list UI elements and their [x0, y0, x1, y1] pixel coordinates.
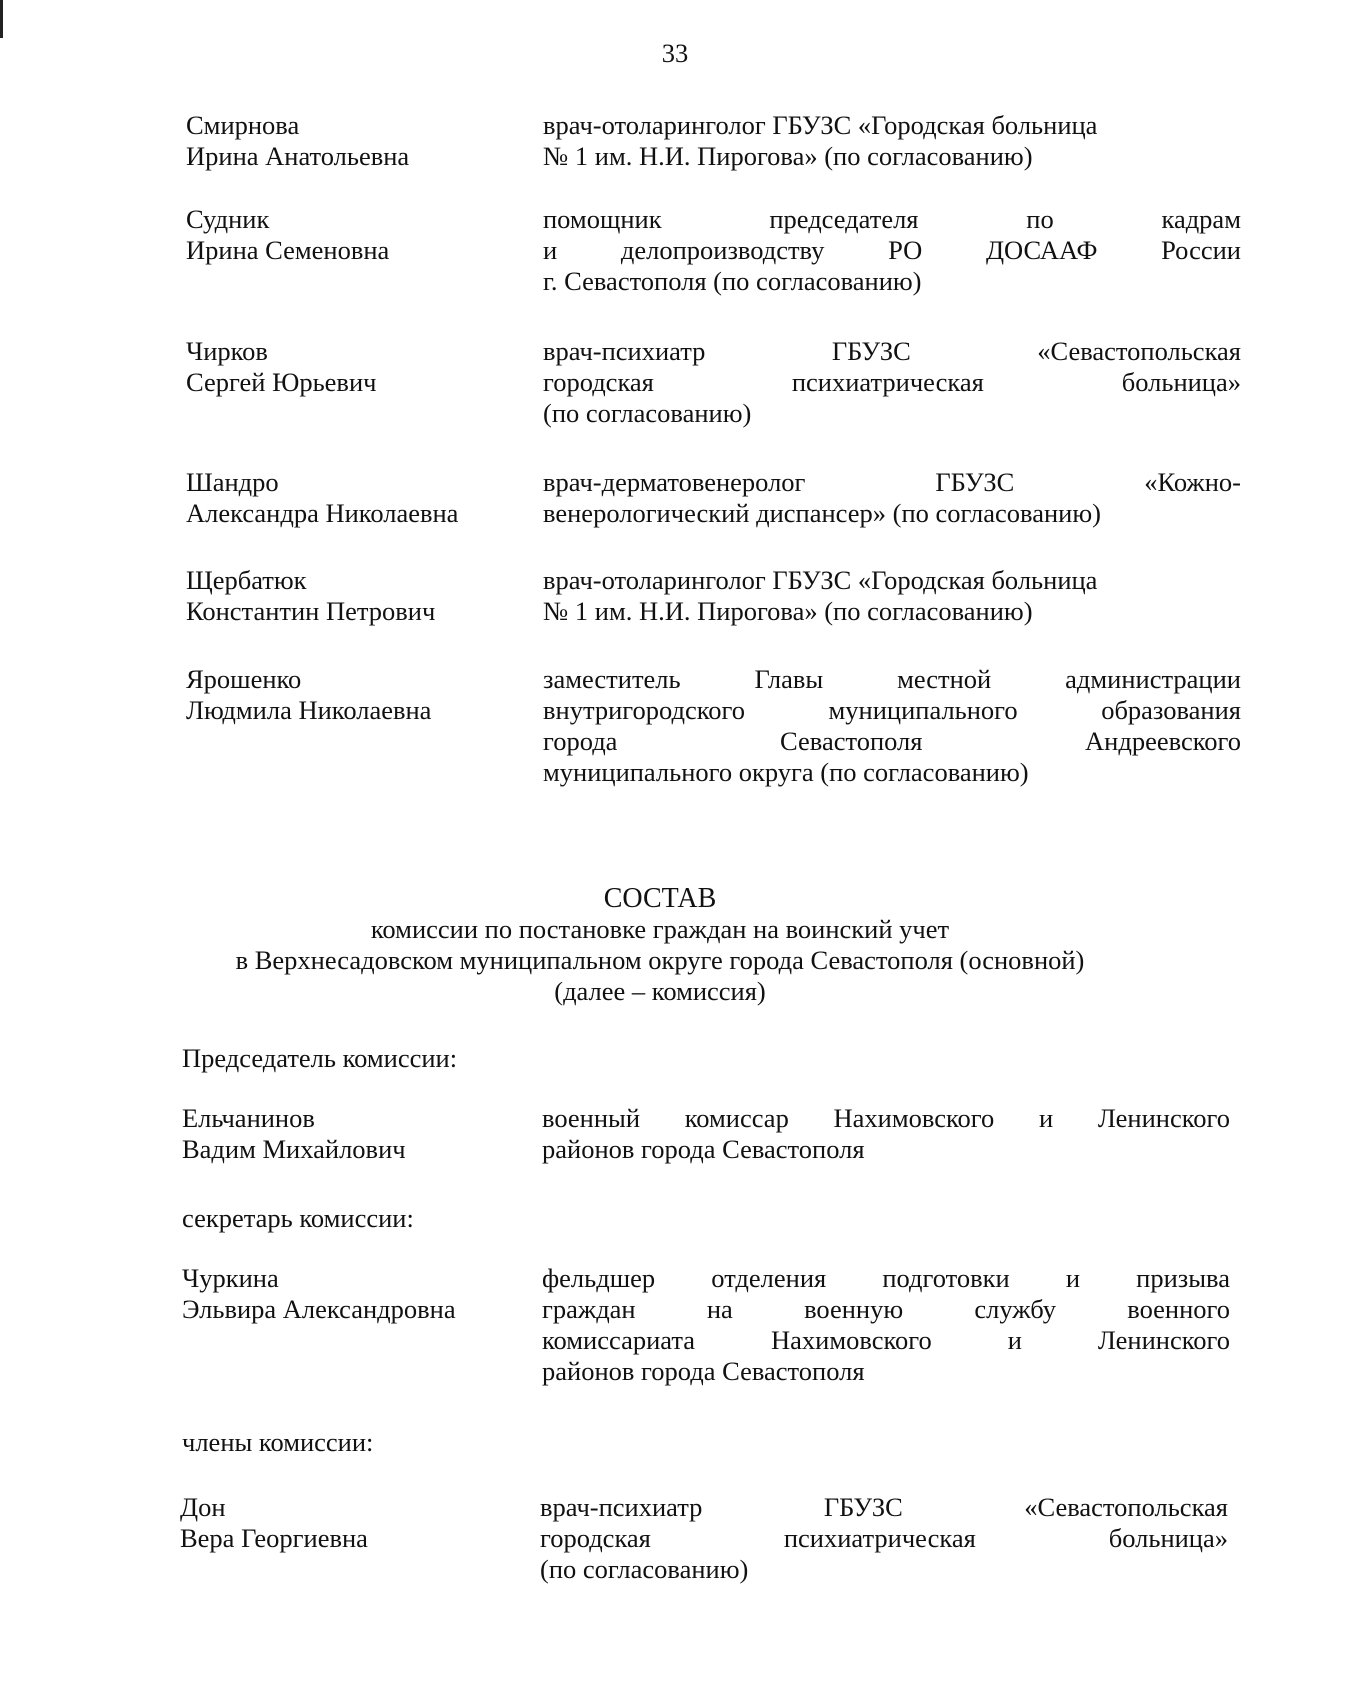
role-word: ГБУЗС — [823, 1492, 903, 1522]
member-surname: Чирков — [186, 336, 268, 366]
composition-subtitle-line: (далее – комиссия) — [554, 976, 766, 1006]
composition-subtitle-line: комиссии по постановке граждан на воинский учет — [370, 914, 950, 944]
role-word: «Севастопольская — [1037, 336, 1241, 366]
role-word: призыва — [1136, 1263, 1230, 1293]
member-surname: Судник — [186, 204, 270, 234]
role-line — [543, 235, 1241, 266]
role-line: (по согласованию) — [543, 398, 752, 428]
role-line — [542, 1294, 1230, 1325]
role-line: врач-отоларинголог ГБУЗС «Городская больница — [543, 565, 1098, 595]
member-role — [543, 467, 1241, 529]
role-word: комиссар — [684, 1103, 789, 1133]
role-line — [543, 204, 1241, 235]
role-word: и — [1065, 1263, 1080, 1293]
member-given-name: Ирина Семеновна — [186, 235, 390, 265]
member-surname: Дон — [180, 1492, 226, 1522]
role-word: «Кожно- — [1144, 467, 1241, 497]
chair-label: Председатель комиссии: — [182, 1043, 458, 1073]
role-line: № 1 им. Н.И. Пирогова» (по согласованию) — [543, 141, 1033, 171]
member-given-name: Вера Георгиевна — [180, 1523, 368, 1553]
role-line — [542, 1325, 1230, 1356]
member-surname: Ярошенко — [186, 664, 302, 694]
member-name — [186, 664, 516, 726]
members-label: члены комиссии: — [182, 1427, 374, 1457]
role-line: г. Севастополя (по согласованию) — [543, 266, 922, 296]
role-word: военного — [1127, 1294, 1230, 1324]
role-line — [543, 664, 1241, 695]
member-given-name: Константин Петрович — [186, 596, 436, 626]
role-line — [543, 726, 1241, 757]
role-word: граждан — [542, 1294, 636, 1324]
role-word: Ленинского — [1097, 1103, 1230, 1133]
member-name — [186, 467, 516, 529]
role-line: № 1 им. Н.И. Пирогова» (по согласованию) — [543, 596, 1033, 626]
composition-heading — [160, 883, 1160, 1007]
role-line — [540, 1492, 1228, 1523]
role-line — [542, 1263, 1230, 1294]
role-word: Нахимовского — [771, 1325, 932, 1355]
composition-subtitle-line: в Верхнесадовском муниципальном округе города Севастополя (основной) — [235, 945, 1085, 975]
member-surname: Шандро — [186, 467, 279, 497]
member-name — [180, 1492, 510, 1554]
role-word: Ленинского — [1097, 1325, 1230, 1355]
member-surname: Чуркина — [182, 1263, 279, 1293]
role-line — [543, 336, 1241, 367]
role-word: заместитель — [543, 664, 681, 694]
member-surname: Ельчанинов — [182, 1103, 315, 1133]
composition-title: СОСТАВ — [603, 883, 717, 914]
role-word: военную — [804, 1294, 904, 1324]
role-word: психиатрическая — [783, 1523, 976, 1553]
member-name — [186, 336, 516, 398]
member-given-name: Эльвира Александровна — [182, 1294, 456, 1324]
role-word: отделения — [711, 1263, 827, 1293]
role-word: больница» — [1108, 1523, 1228, 1553]
member-given-name: Александра Николаевна — [186, 498, 459, 528]
role-word: фельдшер — [542, 1263, 656, 1293]
role-word: ГБУЗС — [935, 467, 1015, 497]
role-word: внутригородского — [543, 695, 745, 725]
member-role — [540, 1492, 1228, 1585]
role-word: Андреевского — [1085, 726, 1241, 756]
role-line: врач-отоларинголог ГБУЗС «Городская больница — [543, 110, 1098, 140]
role-word: подготовки — [882, 1263, 1010, 1293]
role-word: местной — [897, 664, 992, 694]
role-word: России — [1161, 235, 1241, 265]
role-word: врач-дерматовенеролог — [543, 467, 806, 497]
member-name — [182, 1263, 512, 1325]
member-role — [543, 204, 1241, 297]
member-role — [543, 565, 1241, 627]
role-word: и — [543, 235, 558, 265]
role-line — [543, 367, 1241, 398]
role-line — [540, 1523, 1228, 1554]
role-line — [542, 1103, 1230, 1134]
role-word: врач-психиатр — [543, 336, 706, 366]
role-word: муниципального — [828, 695, 1018, 725]
member-given-name: Ирина Анатольевна — [186, 141, 410, 171]
role-word: по — [1026, 204, 1054, 234]
role-line — [543, 467, 1241, 498]
member-name — [186, 110, 516, 172]
member-role — [543, 110, 1241, 172]
role-word: военный — [542, 1103, 641, 1133]
role-word: врач-психиатр — [540, 1492, 703, 1522]
role-word: «Севастопольская — [1024, 1492, 1228, 1522]
role-line: районов города Севастополя — [542, 1356, 865, 1386]
role-line: муниципального округа (по согласованию) — [543, 757, 1029, 787]
role-word: больница» — [1121, 367, 1241, 397]
role-word: на — [706, 1294, 733, 1324]
member-role — [543, 336, 1241, 429]
page-number: 33 — [661, 38, 689, 68]
scan-edge-mark — [0, 0, 3, 38]
role-word: председателя — [769, 204, 919, 234]
role-word: города — [543, 726, 618, 756]
role-word: образования — [1101, 695, 1241, 725]
member-role — [542, 1103, 1230, 1165]
role-word: психиатрическая — [791, 367, 984, 397]
role-line: районов города Севастополя — [542, 1134, 865, 1164]
role-word: ГБУЗС — [831, 336, 911, 366]
member-surname: Смирнова — [186, 110, 300, 140]
member-name — [182, 1103, 512, 1165]
role-word: комиссариата — [542, 1325, 696, 1355]
member-given-name: Людмила Николаевна — [186, 695, 432, 725]
role-word: городская — [543, 367, 654, 397]
role-word: и — [1007, 1325, 1022, 1355]
role-word: городская — [540, 1523, 651, 1553]
role-line — [543, 695, 1241, 726]
member-role — [543, 664, 1241, 788]
role-word: помощник — [543, 204, 662, 234]
role-word: Нахимовского — [833, 1103, 995, 1133]
secretary-label: секретарь комиссии: — [182, 1203, 414, 1233]
member-surname: Щербатюк — [186, 565, 307, 595]
role-word: делопроизводству — [620, 235, 825, 265]
role-word: Главы — [754, 664, 824, 694]
role-word: администрации — [1065, 664, 1241, 694]
role-word: Севастополя — [780, 726, 923, 756]
role-word: и — [1038, 1103, 1054, 1133]
role-word: РО — [888, 235, 923, 265]
member-given-name: Вадим Михайлович — [182, 1134, 406, 1164]
member-role — [542, 1263, 1230, 1387]
member-name — [186, 204, 516, 266]
member-given-name: Сергей Юрьевич — [186, 367, 377, 397]
role-word: службу — [974, 1294, 1056, 1324]
member-name — [186, 565, 516, 627]
role-word: кадрам — [1161, 204, 1241, 234]
role-line: венерологический диспансер» (по согласованию) — [543, 498, 1101, 528]
role-line: (по согласованию) — [540, 1554, 749, 1584]
role-word: ДОСААФ — [985, 235, 1098, 265]
